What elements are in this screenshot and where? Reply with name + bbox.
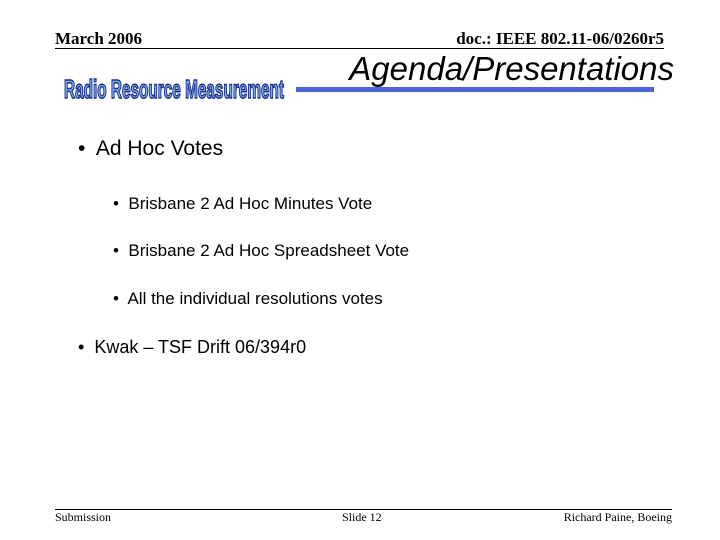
bullet-kwak-tsf-drift (78, 337, 306, 358)
bullet-text: Brisbane 2 Ad Hoc Spreadsheet Vote (128, 241, 410, 260)
bullet-icon: • (78, 137, 86, 160)
sub-bullet-resolutions-votes (113, 289, 383, 309)
sub-bullet-spreadsheet-vote (113, 241, 409, 261)
sub-bullet-minutes-vote (113, 194, 372, 214)
bullet-icon: • (113, 241, 119, 260)
bullet-icon: • (113, 289, 119, 308)
header-doc-id: doc.: IEEE 802.11-06/0260r5 (456, 29, 664, 48)
bullet-icon: • (113, 194, 119, 213)
footer-slide-number: Slide 12 (342, 510, 382, 524)
bullet-icon: • (78, 337, 85, 357)
footer-left: Submission (55, 510, 112, 524)
header-date: March 2006 (55, 29, 143, 48)
bullet-text: Kwak – TSF Drift 06/394r0 (94, 337, 307, 357)
logo (64, 74, 286, 109)
logo-text: Radio Resource Measurement (64, 74, 285, 104)
bullet-text: All the individual resolutions votes (127, 289, 383, 308)
slide-title: Agenda/Presentations (349, 50, 674, 87)
bullet-ad-hoc-votes (78, 137, 223, 161)
bullet-text: Ad Hoc Votes (95, 137, 224, 160)
radio-resource-measurement-logo (64, 74, 286, 104)
header-rule (55, 48, 664, 49)
footer-author: Richard Paine, Boeing (563, 510, 672, 524)
bullet-text: Brisbane 2 Ad Hoc Minutes Vote (128, 194, 373, 213)
title-underline-bar (296, 87, 654, 92)
